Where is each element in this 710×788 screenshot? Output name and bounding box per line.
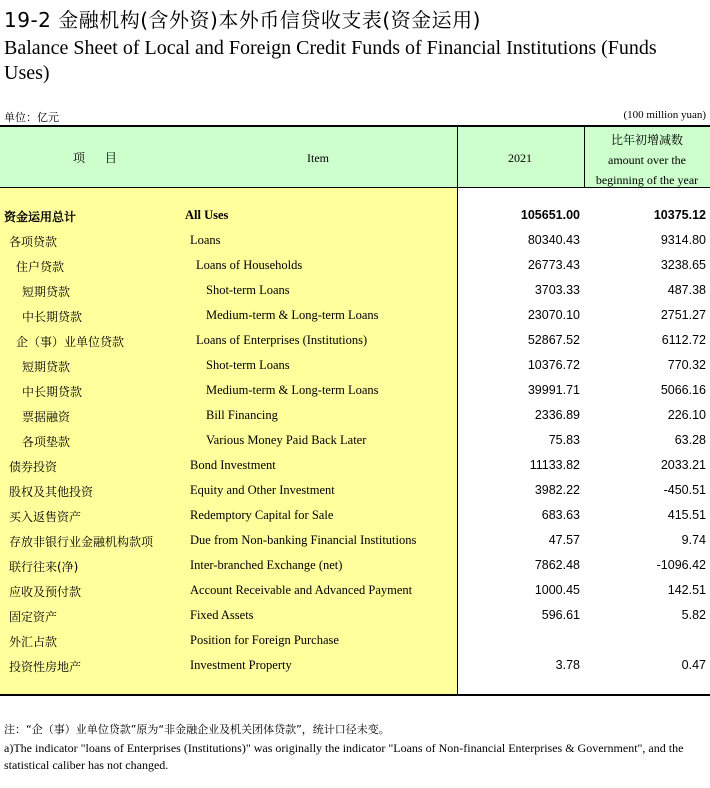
row-value-2021: 7862.48 xyxy=(534,558,580,572)
row-value-2021: 26773.43 xyxy=(527,258,580,272)
row-value-2021: 3982.22 xyxy=(534,483,580,497)
table-row xyxy=(0,630,710,655)
table-row xyxy=(0,605,710,630)
row-value-increase: 5.82 xyxy=(681,608,706,622)
row-value-increase: 10375.12 xyxy=(653,208,706,222)
row-value-increase: -450.51 xyxy=(663,483,706,497)
footnote-en: a)The indicator "loans of Enterprises (Institutions)" was originally the indicator "Loans of Non-financial Enterprises & Government", and the statistical caliber has not changed. xyxy=(4,741,684,772)
row-value-2021: 10376.72 xyxy=(527,358,580,372)
row-label-en: All Uses xyxy=(185,208,229,222)
header-divider-1 xyxy=(457,127,458,187)
row-value-2021: 596.61 xyxy=(541,608,580,622)
row-value-2021: 1000.45 xyxy=(534,583,580,597)
table-row xyxy=(0,380,710,405)
row-value-increase: 6112.72 xyxy=(661,333,706,347)
row-label-en: Position for Foreign Purchase xyxy=(190,633,339,647)
row-label-cn: 联行往来(净) xyxy=(9,560,79,574)
row-label-en: Shot-term Loans xyxy=(206,358,290,372)
table-row xyxy=(0,205,710,230)
row-value-increase: 142.51 xyxy=(667,583,706,597)
row-value-increase: 9314.80 xyxy=(660,233,706,247)
row-value-2021: 683.63 xyxy=(541,508,580,522)
row-label-en: Medium-term & Long-term Loans xyxy=(206,383,379,397)
row-value-2021: 11133.82 xyxy=(529,458,580,472)
row-label-en: Due from Non-banking Financial Institutions xyxy=(190,533,417,547)
row-label-en: Loans xyxy=(190,233,221,247)
row-label-cn: 应收及预付款 xyxy=(9,585,82,599)
row-label-en: Shot-term Loans xyxy=(206,283,290,297)
row-label-cn: 票据融资 xyxy=(22,410,71,424)
table-row xyxy=(0,330,710,355)
row-value-increase: 9.74 xyxy=(681,533,706,547)
row-value-2021: 23070.10 xyxy=(527,308,580,322)
table-row xyxy=(0,305,710,330)
unit-label-cn: 单位：亿元 xyxy=(4,111,59,124)
table-row xyxy=(0,530,710,555)
row-value-increase: 0.47 xyxy=(681,658,706,672)
table-row xyxy=(0,455,710,480)
row-label-cn: 资金运用总计 xyxy=(4,210,77,224)
table-row xyxy=(0,555,710,580)
row-label-cn: 各项垫款 xyxy=(22,435,71,449)
row-value-increase: 226.10 xyxy=(667,408,706,422)
row-value-increase: 63.28 xyxy=(674,433,706,447)
row-value-2021: 52867.52 xyxy=(527,333,580,347)
row-label-cn: 短期贷款 xyxy=(22,285,71,299)
row-value-increase: 487.38 xyxy=(667,283,706,297)
table-row xyxy=(0,655,710,680)
row-label-cn: 中长期贷款 xyxy=(22,310,83,324)
row-label-cn: 债券投资 xyxy=(9,460,58,474)
row-label-cn: 存放非银行业金融机构款项 xyxy=(9,535,154,549)
row-label-cn: 中长期贷款 xyxy=(22,385,83,399)
unit-label-en: (100 million yuan) xyxy=(623,109,706,121)
table-row xyxy=(0,430,710,455)
row-value-increase: 770.32 xyxy=(667,358,706,372)
row-label-cn: 住户贷款 xyxy=(16,260,65,274)
row-label-en: Loans of Households xyxy=(196,258,303,272)
row-value-increase: -1096.42 xyxy=(656,558,706,572)
row-value-2021: 80340.43 xyxy=(527,233,580,247)
row-label-cn: 外汇占款 xyxy=(9,635,58,649)
balance-table xyxy=(0,125,710,696)
table-row xyxy=(0,580,710,605)
header-item-en: Item xyxy=(307,151,329,165)
footnote-cn: 注：“企（事）业单位贷款”原为“非金融企业及机关团体贷款”，统计口径未变。 xyxy=(4,723,390,736)
page-title-en: Balance Sheet of Local and Foreign Credit Funds of Financial Institutions (Funds Uses) xyxy=(4,37,657,84)
header-increase xyxy=(586,130,708,190)
row-label-cn: 短期贷款 xyxy=(22,360,71,374)
row-value-2021: 105651.00 xyxy=(520,208,580,222)
table-row xyxy=(0,405,710,430)
row-label-cn: 固定资产 xyxy=(9,610,58,624)
row-value-increase: 5066.16 xyxy=(660,383,706,397)
row-label-cn: 各项贷款 xyxy=(9,235,58,249)
row-value-increase: 2751.27 xyxy=(660,308,706,322)
table-header xyxy=(0,127,710,188)
header-item-cn: 项 目 xyxy=(73,151,125,165)
row-label-cn: 投资性房地产 xyxy=(9,660,82,674)
header-increase-en-2: beginning of the year xyxy=(595,173,699,187)
table-body xyxy=(0,205,710,680)
table-row xyxy=(0,280,710,305)
row-value-2021: 39991.71 xyxy=(527,383,580,397)
row-value-2021: 75.83 xyxy=(548,433,580,447)
row-value-2021: 3.78 xyxy=(555,658,580,672)
row-label-cn: 企（事）业单位贷款 xyxy=(16,335,125,349)
row-value-increase: 415.51 xyxy=(667,508,706,522)
row-label-en: Redemptory Capital for Sale xyxy=(190,508,334,522)
table-row xyxy=(0,355,710,380)
row-label-en: Medium-term & Long-term Loans xyxy=(206,308,379,322)
row-label-en: Equity and Other Investment xyxy=(190,483,335,497)
row-value-increase: 2033.21 xyxy=(660,458,706,472)
header-increase-cn: 比年初增减数 xyxy=(610,133,683,147)
table-row xyxy=(0,255,710,280)
row-label-en: Fixed Assets xyxy=(190,608,254,622)
header-divider-2 xyxy=(584,127,585,187)
table-row xyxy=(0,480,710,505)
row-value-2021: 3703.33 xyxy=(534,283,580,297)
page-title-cn: 19-2 金融机构(含外资)本外币信贷收支表(资金运用) xyxy=(4,8,481,32)
row-label-cn: 股权及其他投资 xyxy=(9,485,94,499)
row-value-2021: 47.57 xyxy=(548,533,580,547)
row-value-2021: 2336.89 xyxy=(534,408,580,422)
header-year: 2021 xyxy=(508,151,532,165)
row-label-cn: 买入返售资产 xyxy=(9,510,82,524)
row-label-en: Bond Investment xyxy=(190,458,276,472)
table-row xyxy=(0,230,710,255)
row-label-en: Loans of Enterprises (Institutions) xyxy=(196,333,368,347)
row-label-en: Account Receivable and Advanced Payment xyxy=(190,583,413,597)
header-increase-en-1: amount over the xyxy=(608,153,686,167)
row-label-en: Investment Property xyxy=(190,658,292,672)
row-value-increase: 3238.65 xyxy=(660,258,706,272)
row-label-en: Inter-branched Exchange (net) xyxy=(190,558,343,572)
table-row xyxy=(0,505,710,530)
row-label-en: Various Money Paid Back Later xyxy=(206,433,367,447)
row-label-en: Bill Financing xyxy=(206,408,278,422)
